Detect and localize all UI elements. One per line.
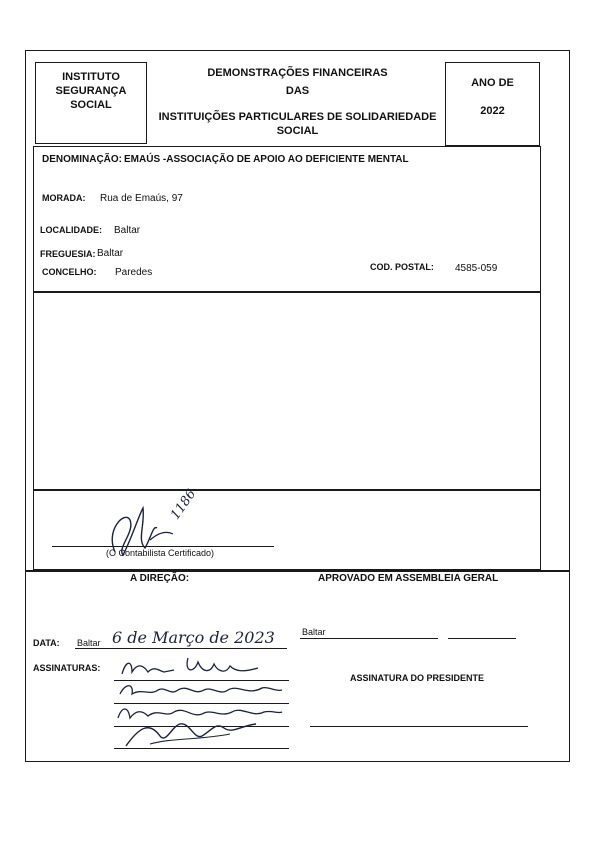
denominacao-value: EMAÚS -ASSOCIAÇÃO DE APOIO AO DEFICIENTE MENTAL xyxy=(124,154,409,165)
notes-box xyxy=(33,292,541,490)
accountant-signature xyxy=(95,500,215,560)
board-signature-1 xyxy=(118,656,278,680)
title-line-2: DAS xyxy=(285,85,310,97)
freguesia-value: Baltar xyxy=(97,248,124,259)
data-label: DATA: xyxy=(33,638,60,648)
freguesia-label: FREGUESIA: xyxy=(40,249,96,259)
approval-divider xyxy=(25,570,570,572)
right-date-line-1 xyxy=(300,638,438,639)
morada-label: MORADA: xyxy=(42,193,86,203)
right-place: Baltar xyxy=(302,627,326,637)
year-value: 2022 xyxy=(480,105,505,117)
board-signature-4 xyxy=(120,716,280,752)
institute-line-3: SOCIAL xyxy=(70,99,112,111)
title-line-1: DEMONSTRAÇÕES FINANCEIRAS xyxy=(207,67,388,79)
year-label: ANO DE xyxy=(471,77,514,89)
localidade-label: LOCALIDADE: xyxy=(40,225,102,235)
institute-line-2: SEGURANÇA xyxy=(55,85,127,97)
denominacao-label: DENOMINAÇÃO: xyxy=(42,154,122,165)
accountant-caption: (O Contabilista Certificado) xyxy=(106,548,215,558)
data-place: Baltar xyxy=(77,638,101,648)
title-line-3: INSTITUIÇÕES PARTICULARES DE SOLIDARIEDADE xyxy=(158,111,437,123)
year-box xyxy=(445,62,540,146)
accountant-note: 1186 xyxy=(168,486,200,523)
presidente-signature-line xyxy=(310,726,528,727)
assinaturas-label: ASSINATURAS: xyxy=(33,663,101,673)
cod-postal-value: 4585-059 xyxy=(455,263,498,274)
assembleia-label: APROVADO EM ASSEMBLEIA GERAL xyxy=(318,573,499,584)
right-date-line-2 xyxy=(448,638,516,639)
cod-postal-label: COD. POSTAL: xyxy=(370,262,434,272)
direcao-label: A DIREÇÃO: xyxy=(130,573,190,584)
localidade-value: Baltar xyxy=(114,225,141,236)
document-title xyxy=(155,66,440,138)
data-line xyxy=(75,648,287,649)
board-signature-2 xyxy=(116,680,286,702)
concelho-value: Paredes xyxy=(115,267,153,278)
concelho-label: CONCELHO: xyxy=(42,267,97,277)
title-line-4: SOCIAL xyxy=(276,125,319,137)
presidente-label: ASSINATURA DO PRESIDENTE xyxy=(350,673,485,683)
institute-line-1: INSTITUTO xyxy=(62,71,120,83)
institute-name xyxy=(35,70,147,112)
morada-value: Rua de Emaús, 97 xyxy=(100,193,183,204)
data-handwritten: 6 de Março de 2023 xyxy=(112,628,275,647)
